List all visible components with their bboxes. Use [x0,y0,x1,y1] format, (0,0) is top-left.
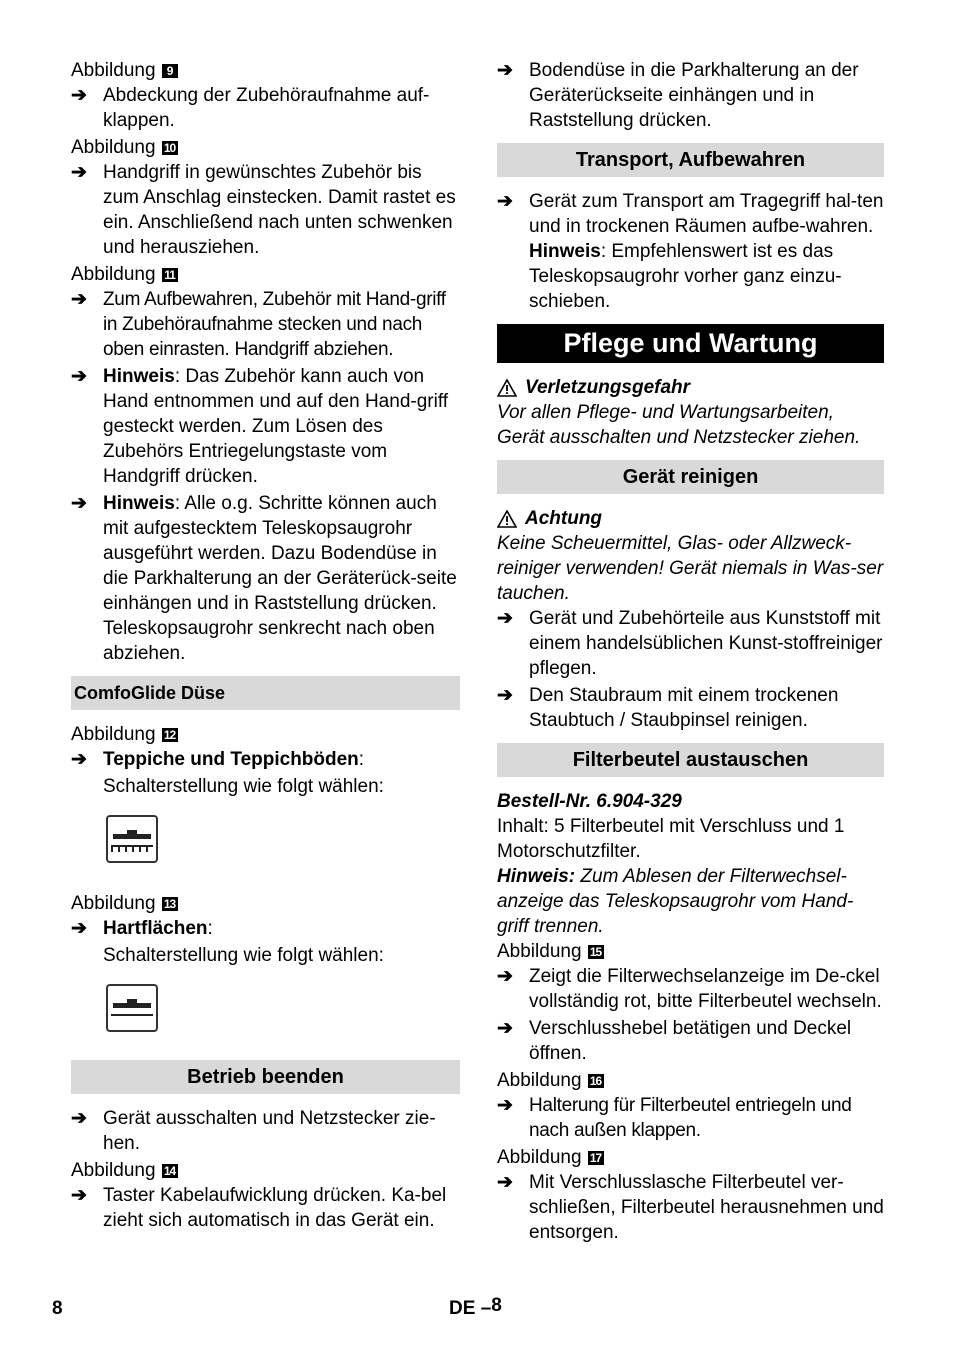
arrow-right-icon: ➔ [497,685,513,706]
instruction-step [71,287,460,362]
hint-label: Hinweis [529,241,601,262]
figure-ref [71,262,460,287]
figure-ref [497,1145,884,1170]
figure-number-badge: 9 [162,64,178,78]
instruction-step [497,1093,884,1143]
step-text: Taster Kabelaufwicklung drücken. Ka-bel zieht sich automatisch in das Gerät ein. [103,1185,447,1231]
figure-ref [71,58,460,83]
step-text: Abdeckung der Zubehöraufnahme auf-klappen. [103,85,430,131]
figure-ref [71,135,460,160]
hint-text: : Das Zubehör kann auch von Hand entnommen und auf den Hand-griff gesteckt werden. Zum Lösen des Zubehörs Entriegelungstaste vom Handgriff drücken. [103,366,449,487]
step-label: Teppiche und Teppichböden [103,749,359,770]
step-text: Verschlusshebel betätigen und Deckel öffnen. [529,1018,852,1064]
section-heading-reinigen: Gerät reinigen [497,460,884,494]
arrow-right-icon: ➔ [497,1172,513,1193]
instruction-step [71,1183,460,1233]
figure-label: Abbildung [71,893,156,914]
figure-ref [497,1068,884,1093]
arrow-right-icon: ➔ [71,1108,87,1129]
figure-number-badge: 15 [588,945,604,959]
arrow-right-icon: ➔ [497,1095,513,1116]
arrow-right-icon: ➔ [71,493,87,514]
right-column [497,58,884,1247]
step-text: Gerät ausschalten und Netzstecker zie-hen. [103,1108,436,1154]
step-text: Den Staubraum mit einem trockenen Staubtuch / Staubpinsel reinigen. [529,685,839,731]
step-text: Zum Aufbewahren, Zubehör mit Hand-griff in Zubehöraufnahme stecken und nach oben einrasten. Handgriff abziehen. [103,289,446,360]
instruction-step [71,491,460,666]
step-text: Handgriff in gewünschtes Zubehör bis zum Anschlag einstecken. Damit rastet es ein. Anschließend nach unten schwenken und herausziehen. [103,162,456,258]
figure-label: Abbildung [497,941,582,962]
page-number-left: 8 [52,1298,63,1319]
figure-number-badge: 10 [162,141,178,155]
hint-label: Hinweis [103,366,175,387]
warning-triangle-icon [497,510,517,528]
figure-label: Abbildung [71,60,156,81]
arrow-right-icon: ➔ [71,366,87,387]
switch-carpet-icon [106,815,158,863]
colon: : [358,749,365,770]
contents-text: Inhalt: 5 Filterbeutel mit Verschluss und 1 Motorschutzfilter. [497,816,845,862]
warning-line [497,506,884,531]
figure-number-badge: 12 [162,728,178,742]
step-text: Zeigt die Filterwechselanzeige im De-ckel vollständig rot, bitte Filterbeutel wechseln. [529,966,882,1012]
arrow-right-icon: ➔ [497,608,513,629]
colon: : [207,918,213,939]
arrow-right-icon: ➔ [71,162,87,183]
step-subtext: Schalterstellung wie folgt wählen: [103,945,384,966]
figure-ref [71,722,460,747]
arrow-right-icon: ➔ [71,1185,87,1206]
step-text [529,189,884,314]
switch-bar [113,1003,151,1008]
arrow-right-icon: ➔ [497,60,513,81]
language-code: DE [449,1298,476,1319]
section-heading-betrieb: Betrieb beenden [71,1060,460,1094]
step-text: Bodendüse in die Parkhalterung an der Geräterückseite einhängen und in Raststellung drücken. [529,60,859,131]
separator: – [480,1298,492,1319]
instruction-step [71,160,460,260]
figure-label: Abbildung [71,264,156,285]
section-heading-comfoglide: ComfoGlide Düse [71,676,460,710]
hint-text: : Empfehlenswert ist es das Teleskopsaugrohr vorher ganz einzu-schieben. [529,241,842,312]
hint-text: Zum Ablesen der Filterwechsel-anzeige das Teleskopsaugrohr vom Hand-griff trennen. [497,866,854,937]
arrow-right-icon: ➔ [71,749,87,770]
instruction-step [71,1106,460,1156]
warning-body: Keine Scheuermittel, Glas- oder Allzweck-reiniger verwenden! Gerät niemals in Was-ser tauchen. [497,533,884,604]
figure-ref [71,1158,460,1183]
step-text: Halterung für Filterbeutel entriegeln und nach außen klappen. [529,1095,852,1141]
figure-number-badge: 16 [588,1074,604,1088]
instruction-step [71,916,460,941]
figure-number-badge: 17 [588,1151,604,1165]
figure-label: Abbildung [71,1160,156,1181]
figure-ref [497,939,884,964]
instruction-step [497,1016,884,1066]
page-number-center [449,1297,502,1321]
step-label: Hartflächen [103,918,208,939]
hint-label: Hinweis: [497,866,576,887]
arrow-right-icon: ➔ [71,289,87,310]
section-heading-filter: Filterbeutel austauschen [497,743,884,777]
section-heading-transport: Transport, Aufbewahren [497,143,884,177]
instruction-step [497,606,884,681]
instruction-step [497,1170,884,1245]
instruction-step [497,189,884,314]
instruction-step [71,83,460,133]
warning-triangle-icon [497,379,517,397]
step-text: Mit Verschlusslasche Filterbeutel ver-schließen, Filterbeutel herausnehmen und entsorgen. [529,1172,884,1243]
switch-hardfloor-icon [106,984,158,1032]
order-number [497,789,884,814]
arrow-right-icon: ➔ [71,918,87,939]
arrow-right-icon: ➔ [71,85,87,106]
step-text [103,916,460,941]
switch-bar [113,834,151,839]
warning-text [497,531,884,606]
step-text: Gerät und Zubehörteile aus Kunststoff mit einem handelsüblichen Kunst-stoffreiniger pflegen. [529,608,883,679]
instruction-step [497,964,884,1014]
warning-title: Verletzungsgefahr [525,377,691,398]
arrow-right-icon: ➔ [497,966,513,987]
step-subtext: Schalterstellung wie folgt wählen: [103,776,384,797]
step-text [103,747,460,772]
instruction-step [497,683,884,733]
chapter-heading-pflege: Pflege und Wartung [497,324,884,363]
step-main-text: Gerät zum Transport am Tragegriff hal-ten und in trockenen Räumen aufbe-wahren. [529,191,884,237]
arrow-right-icon: ➔ [497,1018,513,1039]
arrow-right-icon: ➔ [497,191,513,212]
figure-ref [71,891,460,916]
figure-label: Abbildung [497,1147,582,1168]
warning-title: Achtung [525,508,603,529]
switch-base [111,1014,153,1016]
step-text [103,364,460,489]
hint-paragraph [497,864,884,939]
figure-label: Abbildung [71,137,156,158]
warning-line [497,375,884,400]
figure-number-badge: 11 [162,268,178,282]
hint-text: : Alle o.g. Schritte können auch mit aufgestecktem Teleskopsaugrohr ausgeführt werden. Dazu Bodendüse in die Parkhalterung an der Geräterück-seite einhängen und in Raststellung drücken. Teleskopsaugrohr senkrecht nach oben abziehen. [103,493,457,664]
hint-label: Hinweis [103,493,175,514]
warning-text [497,400,884,450]
figure-label: Abbildung [497,1070,582,1091]
left-column [71,58,460,1235]
figure-number-badge: 13 [162,897,178,911]
instruction-step [497,58,884,133]
figure-label: Abbildung [71,724,156,745]
switch-bristles [111,847,153,852]
figure-number-badge: 14 [162,1164,178,1178]
step-text [103,491,460,666]
instruction-step [71,364,460,489]
page-number: 8 [491,1295,502,1316]
warning-body: Vor allen Pflege- und Wartungsarbeiten, Gerät ausschalten und Netzstecker ziehen. [497,402,861,448]
order-number-text: Bestell-Nr. 6.904-329 [497,791,682,812]
instruction-step [71,747,460,772]
